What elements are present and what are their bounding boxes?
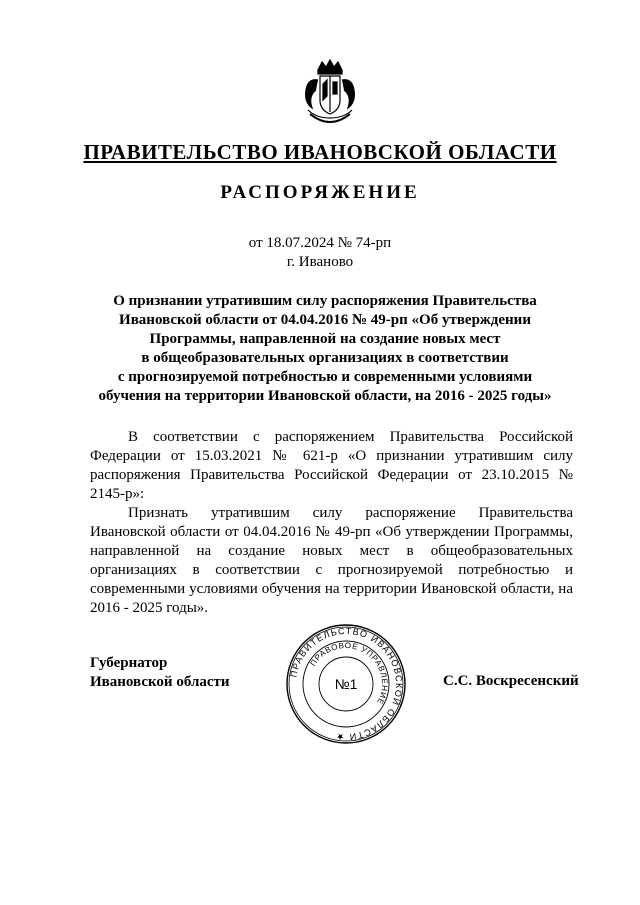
date-number: от 18.07.2024 № 74-рп — [248, 235, 392, 251]
official-stamp — [285, 623, 407, 745]
svg-text:ПРАВОВОЕ УПРАВЛЕНИЕ: ПРАВОВОЕ УПРАВЛЕНИЕ — [308, 640, 390, 707]
signatory-role-line-1: Губернатор — [90, 655, 168, 671]
body-paragraph-2: Признать утратившим силу распоряжение Правительства Ивановской области от 04.04.2016 № 49-рп «Об утверждении Программы, направленной на создание новых мест в общеобразовательных организациях в соответствии с прогнозируемой потребностью и современными условиями обучения на территории Ивановской области, на 2016 - 2025 годы». — [90, 505, 573, 616]
heading-line: с прогнозируемой потребностью и современными условиями — [117, 369, 533, 385]
svg-text:ПРАВИТЕЛЬСТВО ИВАНОВСКОЙ ОБЛАС: ПРАВИТЕЛЬСТВО ИВАНОВСКОЙ ОБЛАСТИ ★ — [288, 625, 405, 743]
body-paragraph-1: В соответствии с распоряжением Правительства Российской Федерации от 15.03.2021 № 621-р «О признании утратившим силу распоряжения Правительства Российской Федерации от 23.10.2015 № 2145-р»: — [90, 429, 573, 502]
government-title: ПРАВИТЕЛЬСТВО ИВАНОВСКОЙ ОБЛАСТИ — [83, 140, 557, 164]
heading-line: Программы, направленной на создание новых мест — [149, 331, 501, 347]
document-type: РАСПОРЯЖЕНИЕ — [220, 182, 420, 203]
heading-line: О признании утратившим силу распоряжения Правительства — [113, 293, 537, 309]
document-body — [90, 428, 573, 618]
coat-of-arms-icon — [294, 56, 366, 128]
heading-line: обучения на территории Ивановской области, на 2016 - 2025 годы» — [98, 388, 552, 404]
heading-line: Ивановской области от 04.04.2016 № 49-рп «Об утверждении — [119, 312, 531, 328]
document-meta — [0, 234, 640, 272]
document-heading — [80, 292, 570, 406]
signatory-name: С.С. Воскресенский — [443, 673, 579, 689]
heading-line: в общеобразовательных организациях в соответствии — [141, 350, 509, 366]
stamp-number: №1 — [334, 676, 358, 692]
city: г. Иваново — [286, 254, 354, 270]
signatory-role — [90, 654, 230, 692]
signatory-role-line-2: Ивановской области — [90, 674, 230, 690]
